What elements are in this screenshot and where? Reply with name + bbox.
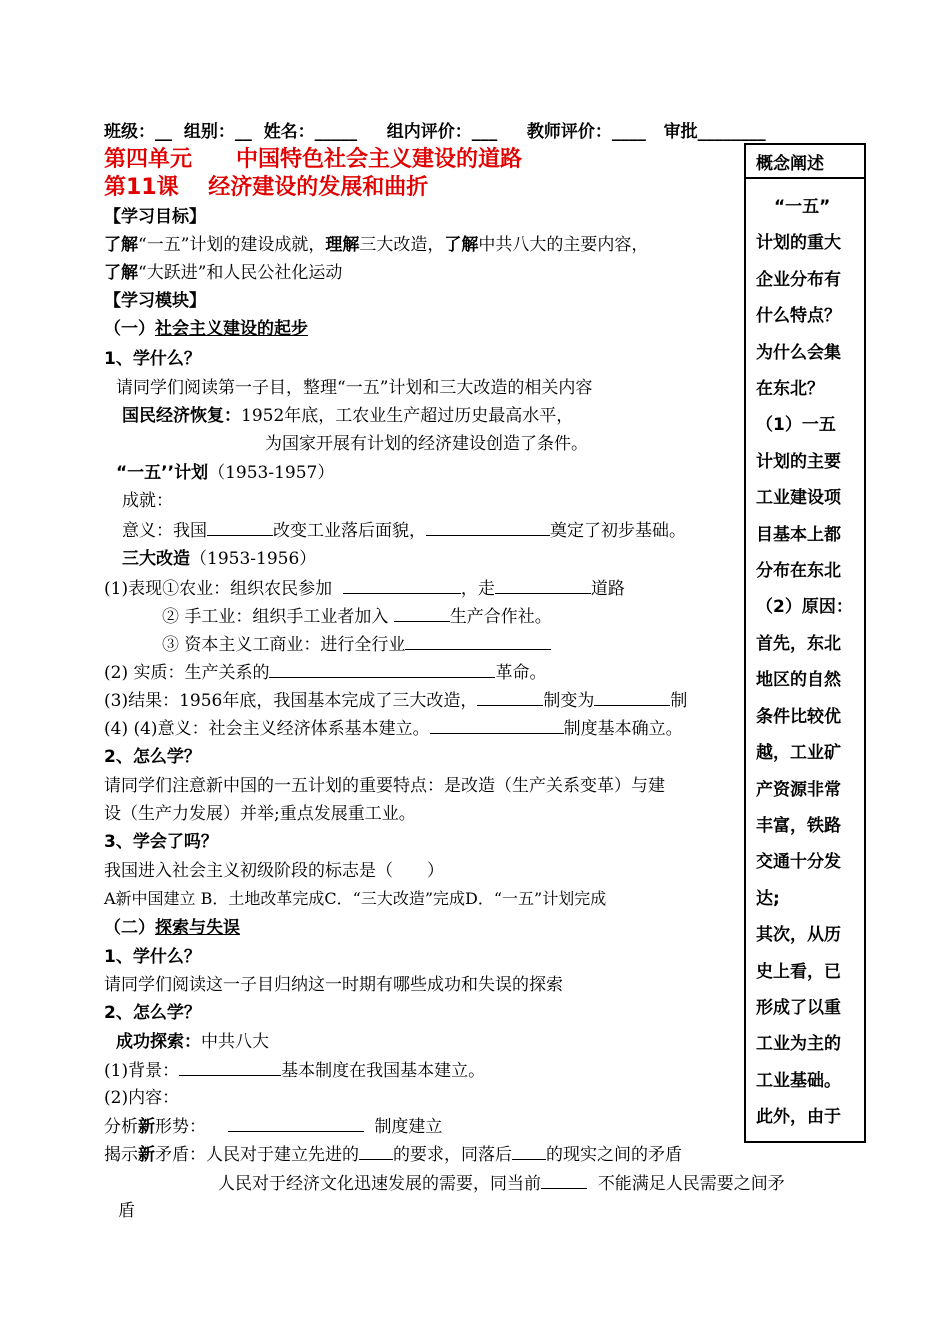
meaning-text: 奠定了初步基础。 [550,521,686,541]
s1-q3: 3、学会了吗？ [104,832,218,852]
fill-blank[interactable] [343,577,461,594]
sidebar-line: 目基本上都 [756,524,841,545]
reform-text: 制度基本确立。 [563,719,683,739]
sidebar-line: （2）原因： [756,597,853,618]
goal-verb: 了解 [104,235,138,255]
name-field[interactable]: 姓名：_____ [263,122,358,142]
fill-blank[interactable] [359,1143,393,1160]
section-2-number: （二） [104,918,155,938]
sidebar-body [756,189,854,1136]
reform-text: 道路 [590,579,625,599]
concept-sidebar [744,143,866,1143]
con-text: 新 [138,1145,155,1165]
meaning-text: 意义：我国 [122,521,207,541]
sidebar-line: 工业基础。 [756,1070,841,1091]
con-text: 不能满足人民需要之间矛 [597,1174,785,1194]
s1-intro: 请同学们阅读第一子目，整理“一五”计划和三大改造的相关内容 [116,378,593,398]
reform-result [104,689,687,712]
reform-item-3 [162,633,551,656]
reform-item-2 [162,605,552,628]
sidebar-line: 此外，由于 [756,1107,841,1128]
sit-text: 新 [138,1117,155,1137]
lesson-title: 第11课 经济建设的发展和曲折 [104,175,429,200]
unit-title: 第四单元 中国特色社会主义建设的道路 [104,147,523,172]
con-text: 矛盾：人民对于建立先进的 [155,1145,359,1165]
sidebar-line: 地区的自然 [756,670,841,691]
sidebar-title: 概念阐述 [746,145,864,179]
recovery-text: 1952年底，工农业生产超过历史最高水平， [241,406,574,426]
fill-blank[interactable] [430,717,564,734]
contradiction-line [104,1143,682,1166]
goals-line-1 [104,234,648,256]
fill-blank[interactable] [512,1143,546,1160]
sidebar-line: 什么特点？ [756,306,841,327]
sidebar-line: 其次，从历 [756,925,841,946]
con-text: 揭示 [104,1145,138,1165]
sidebar-line: 企业分布有 [756,269,841,290]
sidebar-line: 越，工业矿 [756,743,841,764]
success-line [116,1031,269,1053]
bg-text: (1)背景： [104,1061,180,1081]
fyp-line [116,462,334,484]
sidebar-line: 为什么会集 [756,342,841,363]
reform-text: 制变为 [543,691,595,711]
meaning-text: 改变工业落后面貌， [273,521,426,541]
sidebar-line: 丰富，铁路 [756,815,841,836]
sit-text: 制度建立 [374,1117,443,1137]
how-text-2: 设（生产力发展）并举;重点发展重工业。 [104,804,416,824]
sidebar-line: 工业建设项 [756,488,841,509]
s1-q2: 2、怎么学？ [104,747,201,767]
meaning-line [122,519,686,542]
sit-text: 分析 [104,1117,138,1137]
section-2-heading [104,917,240,939]
sidebar-line: 首先，东北 [756,633,841,654]
goal-verb: 了解 [104,263,138,283]
reform-text: 生产合作社。 [449,607,552,627]
reform-years: （1953-1956） [190,549,317,569]
reform-text: 制 [670,691,688,711]
sidebar-line: 在东北？ [756,379,824,400]
fill-blank[interactable] [228,1115,364,1132]
goals-line-2 [104,262,342,284]
sidebar-line: 产资源非常 [756,779,841,800]
section-1-title: 社会主义建设的起步 [155,319,308,339]
con-text: 的要求，同落后 [393,1145,512,1165]
goal-text: “一五”计划的建设成就， [138,235,326,255]
reform-essence [104,661,546,684]
fill-blank[interactable] [495,577,591,594]
section-1-number: （一） [104,319,155,339]
fill-blank[interactable] [405,633,551,650]
success-label: 成功探索： [116,1032,201,1052]
bg-text: 基本制度在我国基本建立。 [281,1061,486,1081]
con-text: 的现实之间的矛盾 [546,1145,682,1165]
section-1-heading [104,318,308,340]
teacher-eval-field[interactable]: 教师评价：____ [526,122,646,142]
approve-field[interactable]: 审批________ [663,122,766,142]
success-text: 中共八大 [201,1032,269,1052]
contradiction-line-3: 盾 [118,1201,135,1221]
quiz-question: 我国进入社会主义初级阶段的标志是（ ） [104,861,444,881]
fill-blank[interactable] [179,1059,281,1076]
fill-blank[interactable] [541,1172,587,1189]
reform-text: (1)表现①农业：组织农民参加 [104,579,333,599]
sidebar-line: 分布在东北 [756,561,841,582]
fyp-years: （1953-1957） [208,463,335,483]
goals-heading: 【学习目标】 [104,207,206,227]
quiz-options[interactable]: A新中国建立 B．土地改革完成C．“三大改造”完成D．“一五”计划完成 [104,889,607,908]
fyp-label: “一五’’计划 [116,463,209,483]
sidebar-line: 工业为主的 [756,1034,841,1055]
sidebar-line: 条件比较优 [756,706,841,727]
sidebar-line: 形成了以重 [756,997,841,1018]
goal-text: “大跃进”和人民公社化运动 [138,263,343,283]
goal-text: 三大改造， [359,235,445,255]
sidebar-line: “一五” [774,197,831,217]
reform-item-1 [104,577,625,600]
achievement-label: 成就： [122,491,173,511]
fill-blank[interactable] [207,519,273,536]
contradiction-line-2 [218,1172,785,1195]
sidebar-line: 交通十分发 [756,852,841,873]
fill-blank[interactable] [477,689,543,706]
s1-q1: 1、学什么？ [104,349,201,369]
con-text: 人民对于经济文化迅速发展的需要，同当前 [218,1174,541,1194]
reform-text: ③ 资本主义工商业：进行全行业 [162,635,406,655]
goal-verb: 理解 [325,235,360,255]
sidebar-line: （1）一五 [756,415,836,436]
reform-text: ② 手工业：组织手工业者加入 [162,607,389,627]
reform-text: (4) (4)意义：社会主义经济体系基本建立。 [104,719,430,739]
background-line [104,1059,485,1082]
s2-q2: 2、怎么学？ [104,1003,201,1023]
header-row [104,121,766,143]
reform-text: (2) 实质：生产关系的 [104,663,270,683]
reform-text: (3)结果：1956年底，我国基本完成了三大改造， [104,691,478,711]
reform-line [122,548,316,570]
recovery-label: 国民经济恢复： [122,406,241,426]
content-label: (2)内容： [104,1088,180,1108]
module-heading: 【学习模块】 [104,291,206,311]
reform-text: ，走 [460,579,495,599]
fill-blank[interactable] [426,519,550,536]
how-text-1: 请同学们注意新中国的一五计划的重要特点：是改造（生产关系变革）与建 [104,776,665,796]
sidebar-line: 计划的主要 [756,451,841,472]
sidebar-line: 达; [756,888,780,909]
situation-line [104,1115,442,1138]
goal-text: 中共八大的主要内容， [478,235,649,255]
reform-text: 革命。 [495,663,547,683]
section-2-title: 探索与失误 [155,918,240,938]
reform-label: 三大改造 [122,549,190,569]
fill-blank[interactable] [594,689,670,706]
peer-eval-field[interactable]: 组内评价：___ [386,122,498,142]
sidebar-line: 史上看，已 [756,961,841,982]
recovery-text-2: 为国家开展有计划的经济建设创造了条件。 [265,434,588,454]
class-field[interactable]: 班级：__ [104,122,172,142]
sidebar-line: 计划的重大 [756,233,841,254]
fill-blank[interactable] [269,661,495,678]
s2-q1: 1、学什么？ [104,947,201,967]
recovery-line [122,405,573,427]
goal-verb: 了解 [444,235,479,255]
reform-meaning [104,717,683,740]
sit-text: 形势： [155,1117,206,1137]
fill-blank[interactable] [394,605,450,622]
s2-intro: 请同学们阅读这一子目归纳这一时期有哪些成功和失误的探索 [104,975,563,995]
group-field[interactable]: 组别：__ [183,122,252,142]
